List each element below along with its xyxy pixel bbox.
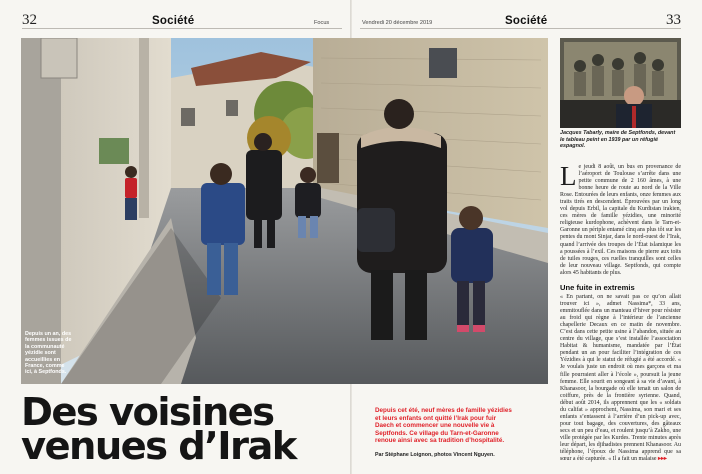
left-header-rule <box>22 28 342 29</box>
left-section-title: Société <box>152 15 195 27</box>
byline: Par Stéphane Loignon, photos Vincent Nguyen. <box>375 452 495 458</box>
right-header-rule <box>360 28 681 29</box>
issue-date: Vendredi 20 décembre 2019 <box>362 20 433 26</box>
paragraph-1-text: e jeudi 8 août, un bus en provenance de l’aéroport de Toulouse s’arrête dans une petite commune de 2 160 âmes, à une bonne heure de route au nord de la Ville Rose. Entourées de leurs enfants, onze femmes aux traits tirés en descendent. Éprouvées par un long vol depuis Erbil, la capitale du Kurdistan irakien, ces mères de famille yézidies, une minorité religieuse kurdophone, achèvent dans le Tarn-et-Garonne un périple entamé cinq ans plus tôt sur les pentes du mont Sinjar, dans le nord-ouest de l’Irak, quand l’arrivée des troupes de l’État islamique les a poussées à l’exil. Ces maisons de pierre aux toits de tuiles rouges, ces ruelles tranquilles sont celles de leur nouveau village. Septfonds, qui compte alors 45 habitants de plus. <box>560 164 681 276</box>
main-photo <box>21 38 548 384</box>
headline-line-2: venues d’Irak <box>21 424 296 469</box>
headline-line-1: Des voisines <box>21 390 274 435</box>
left-section-tag: Focus <box>314 20 330 26</box>
inset-photo <box>560 38 681 128</box>
article-subhead: Une fuite in extremis <box>560 283 635 292</box>
article-paragraph-2 <box>560 294 681 463</box>
photo-caption: Depuis un an, des femmes issues de la communauté yézidie sont accueillies en France, comme ici, à Septfonds. <box>25 331 72 376</box>
drop-cap: L <box>560 161 577 191</box>
left-page-number: 32 <box>22 12 37 28</box>
street-scene-illustration <box>21 38 548 384</box>
inset-caption: Jacques Tabarly, maire de Septfonds, devant le tableau peint en 1939 par un réfugié espagnol. <box>560 130 676 150</box>
right-section-title: Société <box>505 15 548 27</box>
right-page-number: 33 <box>666 12 681 28</box>
headline <box>21 390 371 469</box>
continue-arrows-icon: ▸▸▸ <box>657 456 667 463</box>
paragraph-2-text: « En partant, on ne savait pas ce qu’on allait trouver ici », admet Nassima*, 33 ans, emmitouflée dans un manteau d’hiver pour résister au froid qui règne à l’intérieur de l’ancienne chapellerie Decaux en ce matin de novembre. C’est dans cette petite usine à l’abandon, située au centre du village, que s’est installée l’association Habitat & humanisme, mandatée par l’État pendant un an pour faciliter l’intégration de ces Yézidies à qui le statut de réfugié a été accordé. « Je voulais juste un endroit où mes garçons et ma fille pourraient aller à l’école », poursuit la jeune femme. Elle sourit en songeant à sa vie d’avant, à Khanasoor, la bourgade où elle tenait un salon de coiffure, près de la frontière syrienne. Quand, début août 2014, ils apprennent que les « soldats du califat » approchent, Nassima, son mari et ses enfants s’entassent à l’arrière d’un pick-up avec, pour tout bagage, des couvertures, des gâteaux secs et un peu d’eau, et roulent jusqu’à Zakho, une ville protégée par les Kurdes. Trente minutes après leur départ, les djihadistes prennent Khanasoor. Au téléphone, l’époux de Nassima apprend que sa sœur a été capturée. « Il a fait un malaise <box>560 294 681 463</box>
mayor-painting-illustration <box>560 38 681 128</box>
article-paragraph-1 <box>560 161 681 277</box>
article-deck: Depuis cet été, neuf mères de famille yézidies et leurs enfants ont quitté l’Irak pour fuir Daech et commencer une nouvelle vie à Septfonds. Ce village du Tarn-et-Garonne renoue ainsi avec sa tradition d’hospitalité. <box>375 407 512 445</box>
